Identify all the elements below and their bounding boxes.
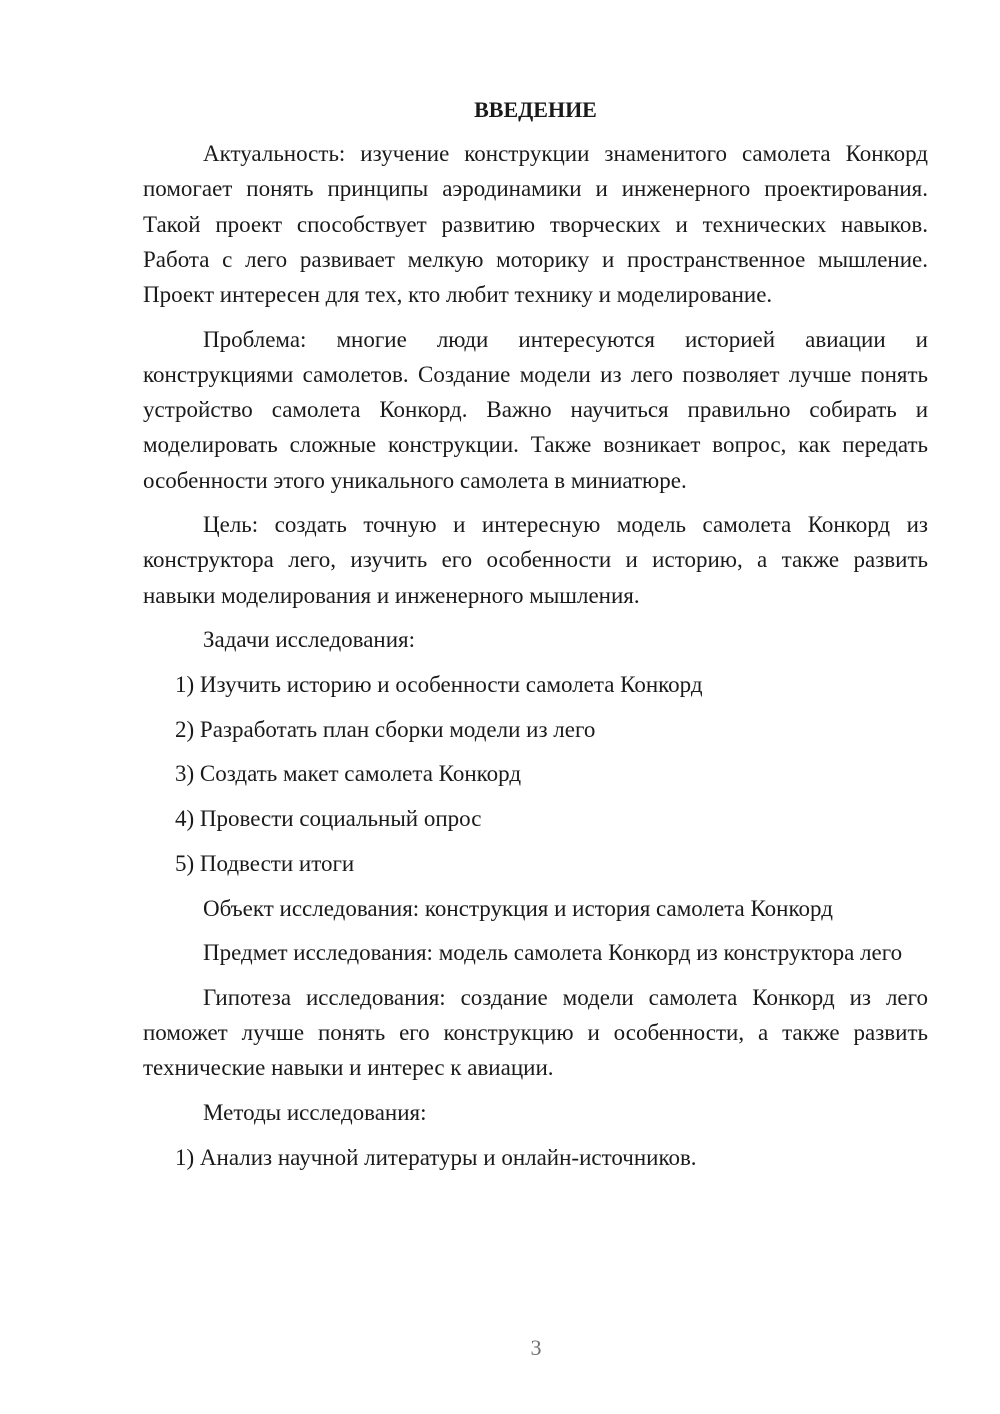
list-item: 2) Разработать план сборки модели из лего xyxy=(175,716,596,742)
methods-list xyxy=(143,1140,928,1175)
list-item: 5) Подвести итоги xyxy=(175,850,355,876)
page-title: ВВЕДЕНИЕ xyxy=(474,97,597,122)
tasks-list xyxy=(143,667,928,881)
subject-paragraph: Предмет исследования: модель самолета Конкорд из конструктора лего xyxy=(203,940,903,966)
methods-heading: Методы исследования: xyxy=(203,1100,427,1126)
tasks-heading: Задачи исследования: xyxy=(203,627,416,653)
hypothesis-paragraph: Гипотеза исследования: создание модели самолета Конкорд из лего поможет лучше понять его конструкцию и особенности, а также развить технические навыки и интерес к авиации. xyxy=(143,984,928,1081)
goal-paragraph: Цель: создать точную и интересную модель самолета Конкорд из конструктора лего, изучить его особенности и историю, а также развить навыки моделирования и инженерного мышления. xyxy=(143,512,928,608)
list-item: 1) Изучить историю и особенности самолета Конкорд xyxy=(175,672,703,698)
list-item: 4) Провести социальный опрос xyxy=(175,806,482,832)
page-number: 3 xyxy=(530,1335,542,1360)
document-body xyxy=(143,92,928,1184)
list-item: 1) Анализ научной литературы и онлайн-источников. xyxy=(175,1144,697,1170)
problem-paragraph: Проблема: многие люди интересуются историей авиации и конструкциями самолетов. Создание модели из лего позволяет лучше понять устройство самолета Конкорд. Важно научиться правильно собирать и моделировать сложные конструкции. Также возникает вопрос, как передать особенности этого уникального самолета в миниатюре. xyxy=(143,326,928,493)
relevance-paragraph: Актуальность: изучение конструкции знаменитого самолета Конкорд помогает понять принципы аэродинамики и инженерного проектирования. Такой проект способствует развитию творческих и технических навыков. Работа с лего развивает мелкую моторику и пространственное мышление. Проект интересен для тех, кто любит технику и моделирование. xyxy=(143,141,928,308)
object-paragraph: Объект исследования: конструкция и история самолета Конкорд xyxy=(203,895,833,921)
list-item: 3) Создать макет самолета Конкорд xyxy=(175,761,522,787)
